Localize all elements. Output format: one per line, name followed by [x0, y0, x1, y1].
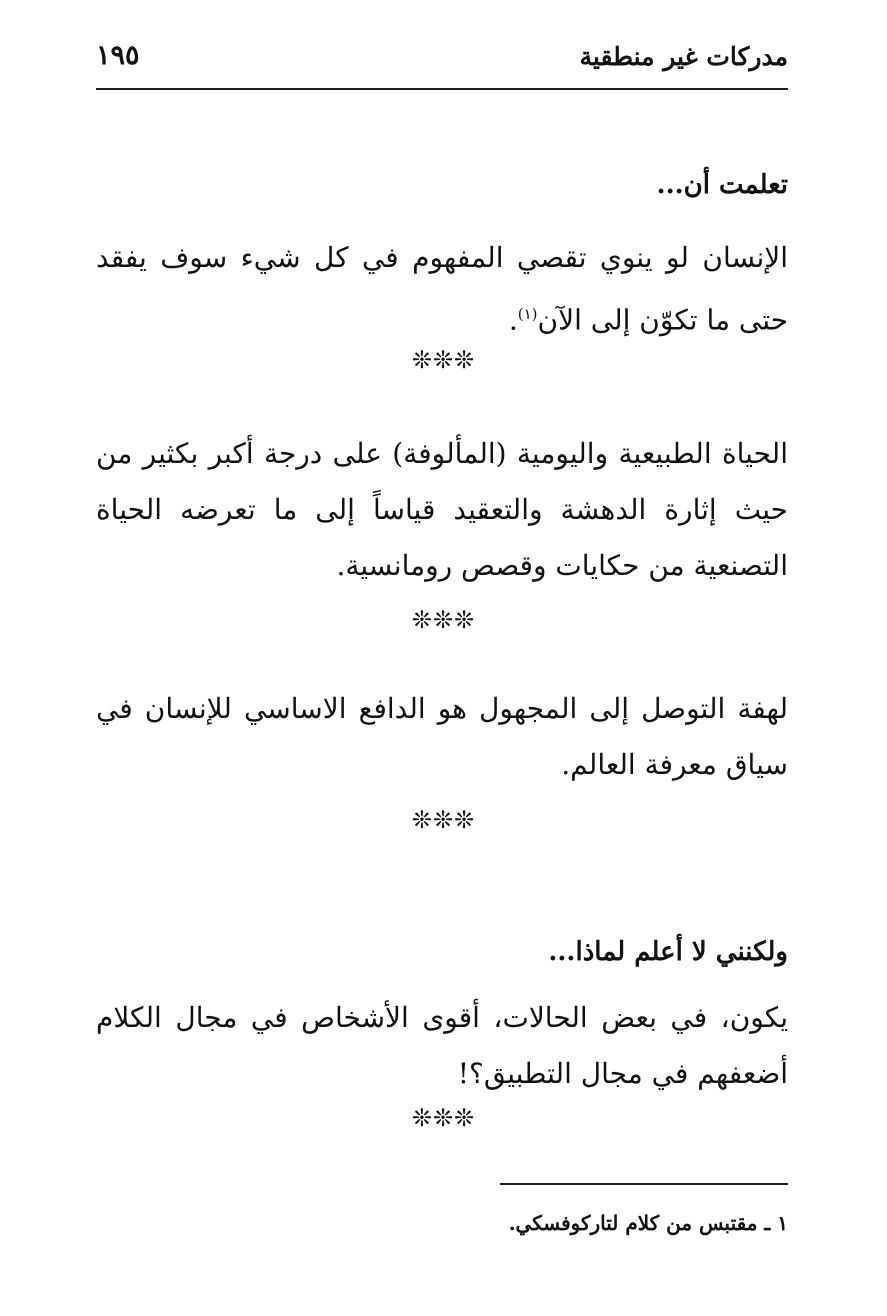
- footnote: ١ ـ مقتبس من كلام لتاركوفسكي.: [508, 1211, 788, 1235]
- paragraph: لهفة التوصل إلى المجهول هو الدافع الاساسي للإنسان في سياق معرفة العالم.: [96, 692, 788, 781]
- paragraph: الحياة الطبيعية واليومية (المألوفة) على درجة أكبر بكثير من حيث إثارة الدهشة والتعقيد قياساً إلى ما تعرضه الحياة التصنعية من حكايات وقصص رومانسية.: [96, 437, 788, 582]
- paragraph: [96, 230, 788, 348]
- footnote-separator: [500, 1183, 788, 1185]
- section-4-body: [96, 990, 788, 1102]
- separator-stars: ❊❊❊: [411, 1104, 476, 1132]
- section-heading: ولكنني لا أعلم لماذا...: [548, 937, 788, 967]
- page-header: [96, 38, 788, 90]
- section-2: [96, 426, 788, 594]
- section-4: [96, 937, 788, 967]
- separator-stars: ❊❊❊: [411, 606, 476, 634]
- footnote-reference[interactable]: (١): [517, 305, 538, 323]
- paragraph-text: الإنسان لو ينوي تقصي المفهوم في كل شيء سوف يفقد حتى ما تكوّن إلى الآن: [96, 241, 788, 337]
- section-3: [96, 681, 788, 793]
- section-heading: تعلمت أن...: [656, 170, 788, 200]
- running-title: مدركات غير منطقية: [579, 42, 788, 71]
- page-number: ١٩٥: [96, 40, 140, 71]
- sentence-end: .: [508, 303, 518, 337]
- separator-stars: ❊❊❊: [411, 346, 476, 374]
- section-1: [96, 170, 788, 200]
- section-1-body: [96, 230, 788, 348]
- paragraph: يكون، في بعض الحالات، أقوى الأشخاص في مجال الكلام أضعفهم في مجال التطبيق؟!: [96, 1001, 788, 1090]
- separator-stars: ❊❊❊: [411, 806, 476, 834]
